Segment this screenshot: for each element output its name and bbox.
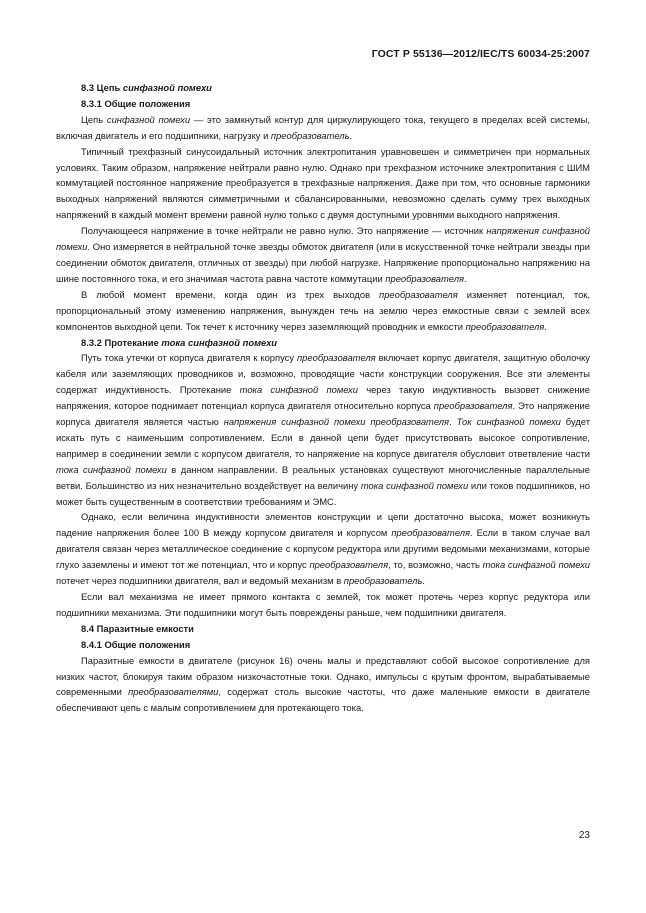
italic-term: тока синфазной помехи (239, 384, 358, 396)
italic-term: преобразователя (309, 559, 389, 571)
text-run: . Оно измеряется в нейтральной точке звезды обмоток двигателя (или в искусственной точке нейтрали звезды при соединении обмоток двигателя, отличных от звезды) при любой нагрузке. Напряжение пропорционально напряжению на шине постоянного тока, и его значимая частота равна частоте коммутации (56, 241, 590, 284)
section-heading (56, 335, 590, 351)
section-heading (56, 80, 590, 96)
text-run: . (464, 272, 467, 284)
paragraph (56, 287, 590, 335)
text-run: , содержат столь высокие частоты, что даже маленькие емкости в двигателе обеспечивают цепь с малым сопротивлением для протекающего тока. (56, 686, 590, 714)
text-run: Однако, если величина индуктивности элементов конструкции и цепи достаточно высока, может возникнуть падение напряжения более 100 В между корпусом двигателя и корпусом (56, 511, 590, 539)
text-run: . (449, 416, 457, 428)
section-heading (56, 96, 590, 112)
text-run: Получающееся напряжение в точке нейтрали не равно нулю. Это напряжение — источник (81, 225, 487, 237)
italic-term: тока синфазной помехи (56, 463, 167, 475)
document-body (56, 80, 590, 716)
text-run: Типичный трехфазный синусоидальный источник электропитания уравновешен и симметричен при нормальных условиях. Таким образом, напряжение нейтрали равно нулю. Однако при трехфазном источнике электропитания с ШИМ коммутацией постоянное напряжение преобразуется в трехфазные напряжения. Даже при том, что основные гармоники выходных напряжений являются симметричными и сбалансированными, невозможно сделать сумму трех выходных напряжений в каждый момент времени равной нулю только с двумя доступными уровнями выходного напряжения. (56, 145, 590, 221)
text-run: Паразитные емкости в двигателе (рисунок 16) очень малы и представляют собой высокое сопротивление для низких частот, блокируя таким образом низкочастотные токи. Однако, импульсы с крутым фронтом, вырабатываемые современными (56, 654, 590, 698)
text-run: будет искать путь с наименьшим сопротивлением. Если в данной цепи будет присутствовать высокое сопротивление, например в соединении земли с корпусом двигателя, то напряжение на корпусе двигателя обусловит ответвление части (56, 416, 591, 459)
italic-term: синфазной помехи (122, 82, 212, 93)
text-run: Если вал механизма не имеет прямого контакта с землей, ток может протечь через корпус редуктора или подшипники механизма. Эти подшипники могут быть повреждены раньше, чем подшипники двигателя. (56, 591, 590, 618)
text-run: . Если в таком случае вал двигателя связан через металлическое соединение с корпусом редуктора или другими ведомыми механизмами, которые глухо заземлены и имеют тот же потенциал, что и корпус (56, 527, 590, 571)
italic-term: тока синфазной помехи (360, 479, 469, 491)
italic-term: синфазной помехи (106, 113, 191, 125)
italic-term: преобразователя (379, 288, 458, 300)
text-run: 8.4.1 Общие положения (81, 638, 191, 650)
italic-term: тока синфазной помехи (161, 336, 278, 348)
paragraph (56, 144, 590, 224)
italic-term: преобразователя (297, 352, 376, 364)
text-run: Путь тока утечки от корпуса двигателя к корпусу (81, 352, 298, 364)
italic-term: напряжения синфазной помехи преобразователя (223, 416, 450, 428)
page-number: 23 (578, 830, 590, 841)
text-run: 8.3.1 Общие положения (81, 97, 191, 109)
text-run: . (349, 129, 353, 141)
italic-term: преобразователь (270, 129, 350, 141)
text-run: или токов подшипников, но может быть существенным в соответствии требованиям и ЭМС. (56, 479, 590, 507)
italic-term: преобразователями (128, 686, 219, 698)
text-run: . Это напряжение корпуса двигателя является частью (56, 400, 590, 428)
text-run: изменяет потенциал, ток, пропорциональный этому изменению напряжения, вынужден течь на землю через емкостные связи с землей всех компонентов выходной цепи. Ток течет к источнику через заземляющий проводник и емкости (56, 288, 590, 332)
italic-term: Ток синфазной помехи (456, 416, 561, 428)
paragraph (56, 350, 590, 509)
text-run: 8.3.2 Протекание (81, 336, 162, 348)
text-run: , то, возможно, часть (388, 559, 483, 571)
paragraph (56, 223, 590, 287)
text-run: включает корпус двигателя, защитную оболочку кабеля или заземляющих проводников и, возможно, проводящие части конструкции сооружения. Все эти элементы содержат индуктивность. Протекание (56, 352, 590, 396)
italic-term: тока синфазной помехи (482, 559, 590, 571)
italic-term: преобразователя (465, 320, 545, 332)
italic-term: напряжения синфазной помехи (56, 225, 590, 253)
text-run: . (544, 320, 547, 332)
section-heading (56, 621, 590, 637)
italic-term: преобразователь (343, 575, 423, 587)
text-run: 8.3 Цепь (81, 82, 123, 93)
standard-header: ГОСТ Р 55136—2012/IEC/TS 60034-25:2007 (371, 48, 590, 60)
text-run: Цепь (81, 113, 107, 125)
text-run: — это замкнутый контур для циркулирующего тока, текущего в пределах всей системы, включая двигатель и его подшипники, нагрузку и (56, 113, 591, 141)
italic-term: преобразователя (433, 400, 513, 412)
text-run: в данном направлении. В реальных установках существуют многочисленные параллельные ветви. Большинство из них незначительно воздействует на величину (56, 463, 590, 491)
italic-term: преобразователя (385, 272, 464, 284)
text-run: В любой момент времени, когда один из трех выходов (81, 288, 380, 300)
text-run: потечет через подшипники двигателя, вал и ведомый механизм в (56, 575, 344, 587)
italic-term: преобразователя (391, 527, 471, 539)
text-run: 8.4 Паразитные емкости (81, 622, 194, 634)
paragraph (56, 653, 590, 717)
paragraph (56, 509, 590, 589)
paragraph (56, 589, 590, 621)
text-run: через такую индуктивность вызовет снижение напряжения, которое поднимает потенциал корпуса двигателя относительно корпуса (56, 384, 590, 412)
section-heading (56, 637, 590, 653)
text-run: . (422, 575, 425, 587)
paragraph (56, 112, 590, 144)
